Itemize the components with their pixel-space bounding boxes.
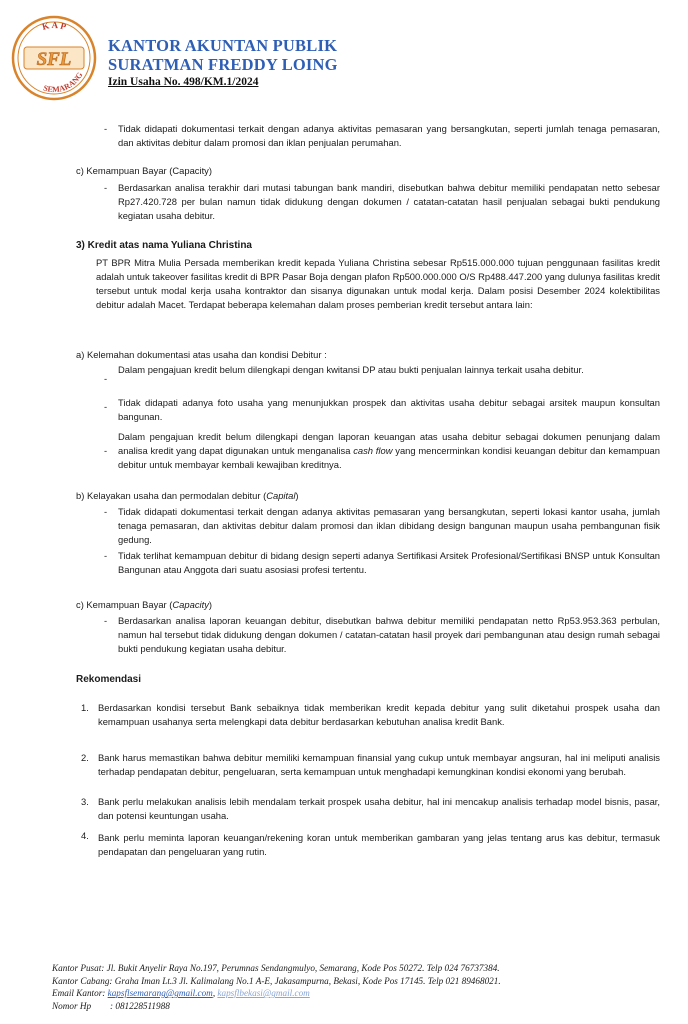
recommendation-item: Bank perlu meminta laporan keuangan/rekening koran untuk memberikan gambaran yang jelas tentang arus kas debitur, termasuk pendapatan dan pengeluaran yang rutin.: [98, 832, 660, 857]
firm-logo: [10, 14, 98, 102]
capital-item-2: Tidak terlihat kemampuan debitur di bidang design seperti adanya Sertifikasi Arsitek Profesional/Sertifikasi BNSP untuk Konsultan Bangunan atau Anggota dari suatu asosiasi profesi tertentu.: [118, 550, 660, 575]
email-label: Email Kantor:: [52, 988, 106, 998]
bullet-dash: -: [104, 615, 108, 626]
weakness-item-3: [118, 430, 660, 472]
heading-capacity-2-close: ): [208, 599, 213, 610]
heading-capital-text: b) Kelayakan usaha dan permodalan debitur (: [76, 490, 267, 501]
logo-arc-top: K A P: [40, 19, 68, 32]
recommendation-number: 2.: [81, 752, 89, 763]
bullet-dash: -: [104, 401, 108, 412]
firm-name-line1: KANTOR AKUNTAN PUBLIK: [108, 36, 338, 55]
heading-capacity-1: c) Kemampuan Bayar (Capacity): [76, 165, 212, 176]
weakness-item-3-text-end: yang mencerminkan kondisi keuangan debitur dan kemampuan debitur untuk membayar kembali kewajiban kreditnya.: [118, 445, 660, 470]
heading-capacity-2-term: Capacity: [172, 599, 209, 610]
recommendation-item: Bank harus memastikan bahwa debitur memiliki kemampuan finansial yang cukup untuk membayar angsuran, hal ini meliputi analisis terhadap pendapatan debitur, pengeluaran, serta kemampuan untuk menghadapi kemungkinan kondisi ekonomi yang berubah.: [98, 752, 660, 777]
heading-capital: [76, 489, 299, 503]
cash-flow-term: cash flow: [353, 445, 393, 456]
heading-recommendation: Rekomendasi: [76, 674, 142, 685]
capital-item-1: Tidak didapati dokumentasi terkait dengan adanya aktivitas pemasaran yang bersangkutan, seperti lokasi kantor usaha, jumlah tenaga pemasaran, dan aktivitas debitur dalam promosi dan iklan dibidang design bangunan maupun usaha pembangunan fisik gedung.: [118, 506, 660, 545]
paragraph-capacity-1: Berdasarkan analisa terakhir dari mutasi tabungan bank mandiri, disebutkan bahwa debitur memiliki pendapatan netto sebesar Rp27.420.728 per bulan namun tidak didukung dengan dokumen / catatan-catatan hasil penjualan sebagai bukti pendukung kegiatan usaha debitur.: [118, 182, 660, 221]
bullet-dash: -: [104, 445, 108, 456]
email-link-semarang[interactable]: kapsflsemarang@gmail.com: [107, 988, 213, 998]
heading-capacity-2-text: c) Kemampuan Bayar (: [76, 599, 173, 610]
logo-initials: SFL: [36, 49, 72, 70]
recommendation-item: Berdasarkan kondisi tersebut Bank sebaiknya tidak memberikan kredit kepada debitur yang sulit diketahui prospek usaha dan kemampuan usahanya serta melengkapi data debitur berdasarkan kebutuhan analisa kredit Bank.: [98, 702, 660, 727]
heading-weakness: a) Kelemahan dokumentasi atas usaha dan kondisi Debitur :: [76, 349, 327, 360]
bullet-dash: -: [104, 373, 108, 384]
footer-branch-office: Kantor Cabang: Graha Iman Lt.3 Jl. Kalimalang No.1 A-E, Jakasampurna, Bekasi, Kode Pos 17145. Telp 021 89468021.: [52, 975, 501, 986]
recommendation-number: 4.: [81, 830, 89, 841]
weakness-item-3-text: Dalam pengajuan kredit belum dilengkapi dengan laporan keuangan atas usaha debitur sebagai dokumen penunjang dalam analisa kredit yang dapat digunakan untuk menganalisa: [118, 431, 660, 456]
weakness-item-2: Tidak didapati adanya foto usaha yang menunjukkan prospek dan aktivitas usaha debitur sebagai arsitek maupun konsultan bangunan.: [118, 397, 660, 422]
letterhead: [108, 36, 338, 88]
bullet-dash: -: [104, 123, 108, 134]
email-separator: ,: [212, 988, 218, 998]
paragraph-capacity-2: Berdasarkan analisa laporan keuangan debitur, disebutkan bahwa debitur memiliki pendapatan netto Rp53.953.363 perbulan, namun hal tersebut tidak didukung dengan dokumen / catatan-catatan hasil proyek dari pembangunan atau design rumah sebagai bukti pendukung kegiatan usaha debitur.: [118, 615, 660, 654]
heading-capital-term: Capital: [266, 490, 296, 501]
heading-credit-3: 3) Kredit atas nama Yuliana Christina: [76, 240, 252, 251]
footer-email-line: [52, 987, 501, 1000]
recommendation-item: Bank perlu melakukan analisis lebih mendalam terkait prospek usaha debitur, hal ini mencakup analisis terhadap model bisnis, pasar, dan potensi keuntungan usaha.: [98, 796, 660, 821]
recommendation-number: 1.: [81, 702, 89, 713]
bullet-dash: -: [104, 182, 108, 193]
heading-capital-close: ): [295, 490, 299, 501]
footer-head-office: Kantor Pusat: Jl. Bukit Anyelir Raya No.197, Perumnas Sendangmulyo, Semarang, Kode Pos 50272. Telp 024 76737384.: [52, 963, 500, 973]
heading-capacity-2: [76, 598, 212, 612]
logo-arc-bottom: SEMARANG: [42, 70, 85, 95]
paragraph-marketing-docs: Tidak didapati dokumentasi terkait dengan adanya aktivitas pemasaran yang bersangkutan, seperti jumlah tenaga pemasaran, dan aktivitas debitur dalam promosi dan iklan penjualan perumahan.: [118, 123, 660, 148]
weakness-item-1: Dalam pengajuan kredit belum dilengkapi dengan kwitansi DP atau bukti penjualan lainnya terkait usaha debitur.: [118, 364, 584, 375]
bullet-dash: -: [104, 550, 108, 561]
phone-label: Nomor Hp: [52, 1000, 92, 1011]
firm-name-line2: SURATMAN FREDDY LOING: [108, 55, 338, 74]
footer-contact: [52, 962, 501, 1012]
recommendation-number: 3.: [81, 796, 89, 807]
bullet-dash: -: [104, 506, 108, 517]
paragraph-credit-3: PT BPR Mitra Mulia Persada memberikan kredit kepada Yuliana Christina sebesar Rp515.000.000 tujuan penggunaan fasilitas kredit adalah untuk takeover fasilitas kredit di BPR Pasar Boja dengan plafon Rp500.000.000 O/S Rp488.447.200 yang dulunya fasilitas kredit tersebut untuk modal kerja usaha kontraktor dan sisanya digunakan untuk modal kerja. Dalam posisi Desember 2024 kolektibilitas debitur adalah Macet. Terdapat beberapa kelemahan dalam proses pemberian kredit tersebut antara lain:: [96, 257, 660, 310]
license-number: Izin Usaha No. 498/KM.1/2024: [108, 76, 259, 88]
phone-number: : 081228511988: [110, 1000, 170, 1011]
footer-phone-line: [52, 1000, 501, 1013]
email-link-bekasi[interactable]: kapsflbekasi@gmail.com: [217, 988, 310, 998]
